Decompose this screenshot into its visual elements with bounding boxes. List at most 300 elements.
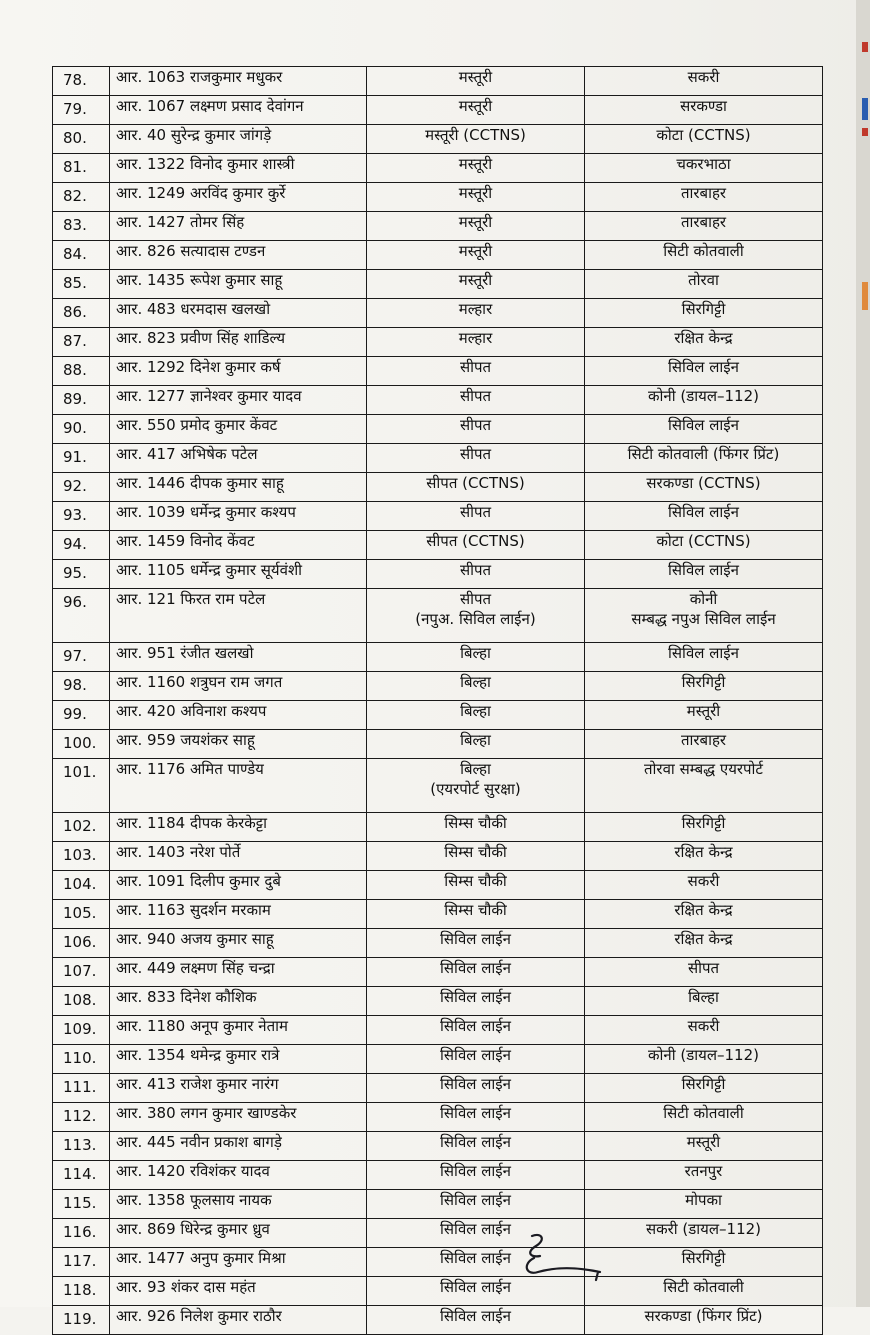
to-station-text: सिटी कोतवाली — [663, 1104, 744, 1122]
from-station — [367, 701, 585, 730]
serial-number — [53, 813, 110, 842]
to-station — [585, 929, 823, 958]
to-station — [585, 871, 823, 900]
table-row — [53, 328, 823, 357]
to-station — [585, 987, 823, 1016]
constable-name-text: आर. 959 जयशंकर साहू — [116, 731, 255, 749]
from-station — [367, 444, 585, 473]
table-row — [53, 154, 823, 183]
to-station — [585, 1016, 823, 1045]
constable-name-text: आर. 1292 दिनेश कुमार कर्ष — [116, 358, 281, 376]
from-station — [367, 241, 585, 270]
to-station-text: सीपत — [687, 959, 720, 977]
serial-number-text: 81. — [63, 158, 87, 176]
constable-name — [110, 444, 367, 473]
to-station — [585, 67, 823, 96]
constable-name — [110, 1161, 367, 1190]
constable-name — [110, 415, 367, 444]
serial-number — [53, 241, 110, 270]
constable-name — [110, 183, 367, 212]
to-station — [585, 730, 823, 759]
to-station-text: सरकण्डा (फिंगर प्रिंट) — [644, 1307, 763, 1325]
from-station — [367, 1306, 585, 1335]
table-row — [53, 701, 823, 730]
constable-name — [110, 125, 367, 154]
edge-mark — [862, 98, 868, 120]
constable-name-text: आर. 1176 अमित पाण्डेय — [116, 760, 264, 778]
serial-number — [53, 473, 110, 502]
constable-name — [110, 701, 367, 730]
serial-number — [53, 270, 110, 299]
to-station — [585, 589, 823, 643]
from-station-text: सीपत — [459, 590, 492, 608]
serial-number-text: 109. — [63, 1020, 97, 1038]
serial-number-text: 102. — [63, 817, 97, 835]
serial-number-text: 97. — [63, 647, 87, 665]
serial-number-text: 89. — [63, 390, 87, 408]
constable-name — [110, 1132, 367, 1161]
to-station-text: कोनी — [689, 590, 718, 608]
constable-name-text: आर. 445 नवीन प्रकाश बागड़े — [116, 1133, 282, 1151]
table-row — [53, 1161, 823, 1190]
to-station — [585, 958, 823, 987]
from-station — [367, 299, 585, 328]
serial-number-text: 108. — [63, 991, 97, 1009]
from-station-text: सिविल लाईन — [440, 1162, 511, 1180]
serial-number — [53, 1306, 110, 1335]
table-row — [53, 1132, 823, 1161]
constable-name-text: आर. 869 धिरेन्द्र कुमार ध्रुव — [116, 1220, 270, 1238]
constable-name — [110, 813, 367, 842]
from-station-text: सिविल लाईन — [440, 1075, 511, 1093]
to-station-text: सिविल लाईन — [668, 416, 739, 434]
serial-number-text: 119. — [63, 1310, 97, 1328]
from-station — [367, 1045, 585, 1074]
to-station — [585, 444, 823, 473]
table-row — [53, 987, 823, 1016]
constable-name — [110, 1074, 367, 1103]
to-station-text: सिटी कोतवाली — [663, 242, 744, 260]
constable-name — [110, 357, 367, 386]
serial-number — [53, 759, 110, 813]
serial-number — [53, 212, 110, 241]
to-station — [585, 672, 823, 701]
from-station-text: सीपत — [459, 358, 492, 376]
to-station — [585, 270, 823, 299]
to-station — [585, 643, 823, 672]
from-station — [367, 813, 585, 842]
to-station-text: सिविल लाईन — [668, 561, 739, 579]
serial-number — [53, 415, 110, 444]
constable-name — [110, 270, 367, 299]
constable-name-text: आर. 1180 अनूप कुमार नेताम — [116, 1017, 289, 1035]
serial-number — [53, 444, 110, 473]
from-station-text: सिविल लाईन — [440, 1046, 511, 1064]
serial-number — [53, 560, 110, 589]
table-row — [53, 502, 823, 531]
constable-name — [110, 96, 367, 125]
constable-name-text: आर. 823 प्रवीण सिंह शाडिल्य — [116, 329, 286, 347]
serial-number — [53, 987, 110, 1016]
to-station-text: रक्षित केन्द्र — [674, 329, 733, 347]
serial-number — [53, 871, 110, 900]
to-station-text: सिरगिट्टी — [681, 300, 726, 318]
to-station-text: सिरगिट्टी — [681, 1249, 726, 1267]
to-station — [585, 1190, 823, 1219]
serial-number-text: 111. — [63, 1078, 97, 1096]
serial-number-text: 92. — [63, 477, 87, 495]
constable-name-text: आर. 417 अभिषेक पटेल — [116, 445, 258, 463]
constable-name-text: आर. 1277 ज्ञानेश्वर कुमार यादव — [116, 387, 302, 405]
serial-number — [53, 1074, 110, 1103]
constable-name-text: आर. 550 प्रमोद कुमार केंवट — [116, 416, 278, 434]
from-station-text: सीपत (CCTNS) — [426, 532, 525, 550]
serial-number — [53, 183, 110, 212]
from-station-text: सिम्स चौकी — [444, 901, 507, 919]
table-row — [53, 759, 823, 813]
serial-number — [53, 1103, 110, 1132]
constable-name — [110, 328, 367, 357]
from-station-text: मस्तूरी — [458, 155, 493, 173]
serial-number-text: 107. — [63, 962, 97, 980]
constable-name — [110, 386, 367, 415]
to-station — [585, 212, 823, 241]
from-station-text: सीपत — [459, 416, 492, 434]
to-station-text: सिरगिट्टी — [681, 1075, 726, 1093]
to-station — [585, 1248, 823, 1277]
from-station-text: बिल्हा — [460, 731, 491, 749]
to-station — [585, 1219, 823, 1248]
serial-number-text: 101. — [63, 763, 97, 781]
serial-number-text: 110. — [63, 1049, 97, 1067]
to-station-text: तारबाहर — [680, 731, 727, 749]
constable-name-text: आर. 1435 रूपेश कुमार साहू — [116, 271, 283, 289]
from-station-text: सिविल लाईन — [440, 959, 511, 977]
to-station — [585, 386, 823, 415]
to-station-text: रक्षित केन्द्र — [674, 901, 733, 919]
constable-name — [110, 842, 367, 871]
serial-number — [53, 643, 110, 672]
from-station-text: बिल्हा — [460, 702, 491, 720]
constable-name — [110, 1103, 367, 1132]
to-station-text: सकरी (डायल–112) — [645, 1220, 762, 1238]
to-station — [585, 813, 823, 842]
serial-number-text: 78. — [63, 71, 87, 89]
serial-number — [53, 730, 110, 759]
table-row — [53, 1248, 823, 1277]
to-station-text: कोनी (डायल–112) — [648, 1046, 759, 1064]
table-row — [53, 531, 823, 560]
to-station-text: सकरी — [687, 872, 720, 890]
from-station — [367, 1161, 585, 1190]
constable-name — [110, 1190, 367, 1219]
to-station-text: सिटी कोतवाली — [663, 1278, 744, 1296]
from-station — [367, 183, 585, 212]
serial-number-text: 98. — [63, 676, 87, 694]
to-station — [585, 1277, 823, 1306]
serial-number-text: 103. — [63, 846, 97, 864]
constable-name-text: आर. 826 सत्यादास टण्डन — [116, 242, 266, 260]
to-station-text: सिरगिट्टी — [681, 673, 726, 691]
table-row — [53, 1190, 823, 1219]
from-station-text: मस्तूरी — [458, 271, 493, 289]
constable-name-text: आर. 1184 दीपक केरकेट्टा — [116, 814, 267, 832]
constable-name — [110, 589, 367, 643]
constable-name-text: आर. 413 राजेश कुमार नारंग — [116, 1075, 279, 1093]
constable-name-text: आर. 1354 थमेन्द्र कुमार रात्रे — [116, 1046, 280, 1064]
serial-number-text: 95. — [63, 564, 87, 582]
constable-name — [110, 958, 367, 987]
from-station-text: सिविल लाईन — [440, 1249, 511, 1267]
table-row — [53, 241, 823, 270]
serial-number — [53, 96, 110, 125]
to-station-text: तारबाहर — [680, 184, 727, 202]
from-station-text: मस्तूरी — [458, 242, 493, 260]
serial-number-text: 96. — [63, 593, 87, 611]
serial-number — [53, 1016, 110, 1045]
serial-number — [53, 672, 110, 701]
from-station-text: सीपत — [459, 561, 492, 579]
serial-number — [53, 502, 110, 531]
constable-name — [110, 1248, 367, 1277]
to-station-text: सरकण्डा — [680, 97, 727, 115]
serial-number — [53, 154, 110, 183]
from-station-text: मस्तूरी (CCTNS) — [425, 126, 526, 144]
serial-number — [53, 929, 110, 958]
table-row — [53, 415, 823, 444]
constable-name — [110, 560, 367, 589]
to-station-text: रतनपुर — [684, 1162, 723, 1180]
table-row — [53, 589, 823, 643]
constable-name — [110, 900, 367, 929]
to-station-text: तोरवा सम्बद्ध एयरपोर्ट — [644, 760, 763, 778]
from-station — [367, 212, 585, 241]
page-edge — [856, 0, 870, 1307]
from-station — [367, 502, 585, 531]
constable-name-text: आर. 926 निलेश कुमार राठौर — [116, 1307, 282, 1325]
from-station — [367, 125, 585, 154]
from-station-text: मल्हार — [458, 300, 493, 318]
serial-number — [53, 1277, 110, 1306]
from-station-text: सीपत — [459, 503, 492, 521]
constable-name-text: आर. 1039 धर्मेन्द्र कुमार कश्यप — [116, 503, 296, 521]
constable-name — [110, 643, 367, 672]
to-station-text: सकरी — [687, 1017, 720, 1035]
table-row — [53, 357, 823, 386]
to-station — [585, 1161, 823, 1190]
from-station-text: सिम्स चौकी — [444, 872, 507, 890]
constable-name — [110, 1277, 367, 1306]
table-row — [53, 842, 823, 871]
serial-number — [53, 1248, 110, 1277]
constable-name-text: आर. 1322 विनोद कुमार शास्त्री — [116, 155, 295, 173]
from-station — [367, 1103, 585, 1132]
to-station — [585, 531, 823, 560]
serial-number — [53, 958, 110, 987]
serial-number — [53, 701, 110, 730]
from-station — [367, 531, 585, 560]
serial-number — [53, 1190, 110, 1219]
from-station — [367, 96, 585, 125]
table-row — [53, 730, 823, 759]
from-station-text: सीपत (CCTNS) — [426, 474, 525, 492]
from-station — [367, 357, 585, 386]
edge-mark — [862, 282, 868, 310]
serial-number — [53, 1045, 110, 1074]
table-row — [53, 96, 823, 125]
serial-number-text: 83. — [63, 216, 87, 234]
to-station — [585, 1074, 823, 1103]
table-row — [53, 125, 823, 154]
from-station-text: सीपत — [459, 445, 492, 463]
table-row — [53, 813, 823, 842]
constable-name — [110, 1306, 367, 1335]
from-station-text: सिम्स चौकी — [444, 843, 507, 861]
from-station — [367, 589, 585, 643]
to-station — [585, 1132, 823, 1161]
from-station — [367, 415, 585, 444]
serial-number-text: 115. — [63, 1194, 97, 1212]
from-station — [367, 900, 585, 929]
serial-number-text: 80. — [63, 129, 87, 147]
constable-name — [110, 1016, 367, 1045]
from-station-text: बिल्हा — [460, 760, 491, 778]
constable-name — [110, 1219, 367, 1248]
serial-number — [53, 900, 110, 929]
to-station — [585, 183, 823, 212]
serial-number-text: 93. — [63, 506, 87, 524]
to-station-text: सिविल लाईन — [668, 644, 739, 662]
from-station — [367, 1132, 585, 1161]
to-station — [585, 415, 823, 444]
serial-number-text: 79. — [63, 100, 87, 118]
table-row — [53, 672, 823, 701]
from-station-text: बिल्हा — [460, 673, 491, 691]
from-station — [367, 730, 585, 759]
table-row — [53, 183, 823, 212]
table-row — [53, 1219, 823, 1248]
to-station-text: कोटा (CCTNS) — [656, 532, 751, 550]
from-station-text: सिविल लाईन — [440, 930, 511, 948]
serial-number-text: 104. — [63, 875, 97, 893]
to-station-text: सरकण्डा (CCTNS) — [646, 474, 761, 492]
constable-name-text: आर. 1163 सुदर्शन मरकाम — [116, 901, 271, 919]
from-station — [367, 1074, 585, 1103]
from-station-text: मस्तूरी — [458, 68, 493, 86]
serial-number-text: 116. — [63, 1223, 97, 1241]
table-row — [53, 560, 823, 589]
constable-name-text: आर. 1477 अनुप कुमार मिश्रा — [116, 1249, 286, 1267]
to-station — [585, 357, 823, 386]
constable-name — [110, 154, 367, 183]
table-row — [53, 1277, 823, 1306]
from-station — [367, 154, 585, 183]
serial-number — [53, 299, 110, 328]
to-station — [585, 96, 823, 125]
to-station-text: सम्बद्ध नपुअ सिविल लाईन — [631, 610, 776, 628]
constable-name — [110, 759, 367, 813]
to-station-text: सिविल लाईन — [668, 358, 739, 376]
serial-number — [53, 1161, 110, 1190]
from-station-text: मस्तूरी — [458, 213, 493, 231]
constable-name-text: आर. 1459 विनोद केंवट — [116, 532, 255, 550]
to-station-text: तारबाहर — [680, 213, 727, 231]
serial-number-text: 117. — [63, 1252, 97, 1270]
serial-number — [53, 357, 110, 386]
constable-name — [110, 299, 367, 328]
from-station — [367, 958, 585, 987]
serial-number-text: 112. — [63, 1107, 97, 1125]
serial-number-text: 106. — [63, 933, 97, 951]
constable-name — [110, 212, 367, 241]
from-station-text: (नपुअ. सिविल लाईन) — [415, 610, 536, 628]
table-row — [53, 299, 823, 328]
table-row — [53, 1306, 823, 1335]
from-station-text: (एयरपोर्ट सुरक्षा) — [430, 780, 521, 798]
serial-number — [53, 386, 110, 415]
table-row — [53, 386, 823, 415]
constable-name — [110, 1045, 367, 1074]
table-row — [53, 958, 823, 987]
transfer-table — [52, 66, 823, 1335]
to-station-text: बिल्हा — [688, 988, 719, 1006]
constable-name — [110, 531, 367, 560]
constable-name — [110, 987, 367, 1016]
constable-name — [110, 672, 367, 701]
to-station-text: सिविल लाईन — [668, 503, 739, 521]
to-station-text: सकरी — [687, 68, 720, 86]
constable-name-text: आर. 1358 फूलसाय नायक — [116, 1191, 272, 1209]
to-station-text: मोपका — [685, 1191, 722, 1209]
serial-number-text: 91. — [63, 448, 87, 466]
from-station — [367, 871, 585, 900]
table-row — [53, 643, 823, 672]
constable-name — [110, 473, 367, 502]
edge-mark — [862, 42, 868, 52]
serial-number-text: 113. — [63, 1136, 97, 1154]
table-row — [53, 473, 823, 502]
constable-name-text: आर. 93 शंकर दास महंत — [116, 1278, 256, 1296]
table-row — [53, 1074, 823, 1103]
to-station-text: कोटा (CCTNS) — [656, 126, 751, 144]
constable-name-text: आर. 121 फिरत राम पटेल — [116, 590, 266, 608]
from-station-text: सीपत — [459, 387, 492, 405]
to-station-text: तोरवा — [688, 271, 719, 289]
constable-name-text: आर. 1420 रविशंकर यादव — [116, 1162, 270, 1180]
to-station — [585, 842, 823, 871]
from-station-text: सिविल लाईन — [440, 988, 511, 1006]
transfer-table-body — [53, 67, 823, 1335]
from-station — [367, 328, 585, 357]
serial-number-text: 88. — [63, 361, 87, 379]
from-station-text: सिविल लाईन — [440, 1133, 511, 1151]
serial-number-text: 82. — [63, 187, 87, 205]
from-station-text: सिविल लाईन — [440, 1017, 511, 1035]
serial-number-text: 105. — [63, 904, 97, 922]
table-row — [53, 1045, 823, 1074]
constable-name-text: आर. 1427 तोमर सिंह — [116, 213, 245, 231]
signature — [512, 1228, 612, 1288]
serial-number-text: 87. — [63, 332, 87, 350]
from-station — [367, 473, 585, 502]
serial-number — [53, 125, 110, 154]
table-row — [53, 1103, 823, 1132]
serial-number — [53, 589, 110, 643]
table-row — [53, 67, 823, 96]
serial-number-text: 100. — [63, 734, 97, 752]
from-station-text: मल्हार — [458, 329, 493, 347]
to-station — [585, 1306, 823, 1335]
